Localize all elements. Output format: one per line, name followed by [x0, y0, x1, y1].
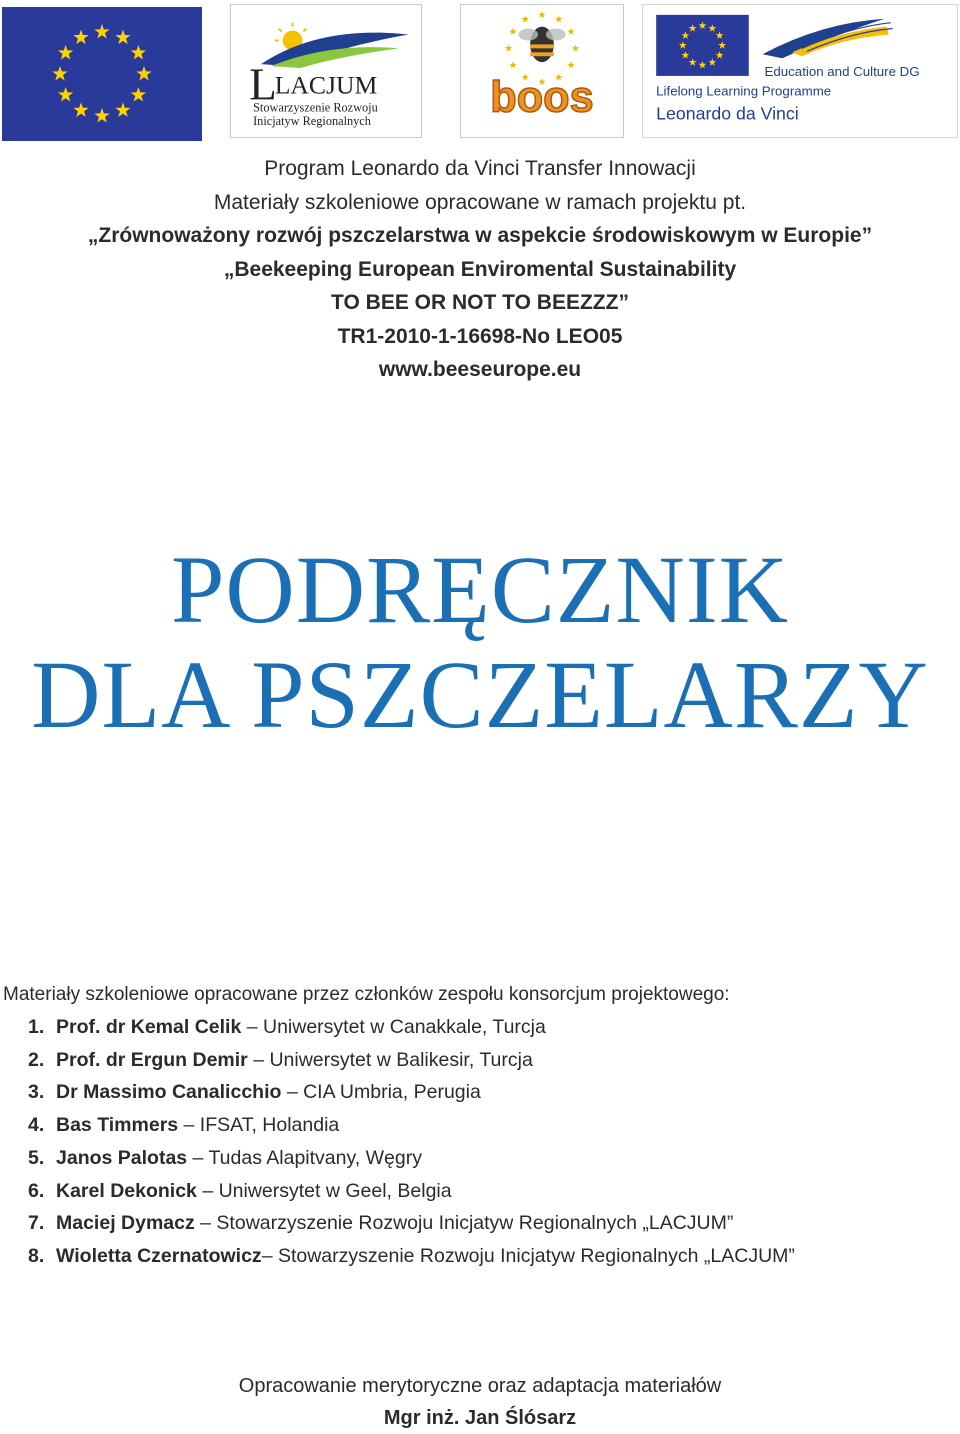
header-program: Program Leonardo da Vinci Transfer Innowacji [264, 157, 696, 180]
list-item: 7. Maciej Dymacz – Stowarzyszenie Rozwoju Inicjatyw Regionalnych „LACJUM” [28, 1212, 734, 1235]
eu-flag-logo [2, 7, 202, 141]
list-item: 4. Bas Timmers – IFSAT, Holandia [28, 1114, 340, 1137]
members-intro: Materiały szkoleniowe opracowane przez członków zespołu konsorcjum projektowego: [3, 984, 730, 1005]
member-name: Dr Massimo Canalicchio [56, 1081, 282, 1104]
lacjum-logo [230, 4, 422, 138]
list-item: 8. Wioletta Czernatowicz– Stowarzyszenie Rozwoju Inicjatyw Regionalnych „LACJUM” [28, 1244, 795, 1267]
lacjum-name: LACJUM [274, 70, 378, 100]
footer-note: Opracowanie merytoryczne oraz adaptacja materiałów [238, 1375, 722, 1397]
star-icon [538, 11, 545, 18]
star-icon [509, 61, 516, 68]
member-affiliation: – IFSAT, Holandia [178, 1114, 340, 1137]
list-item: 3. Dr Massimo Canalicchio – CIA Umbria, Perugia [28, 1081, 481, 1104]
list-item: 5. Janos Palotas – Tudas Alapitvany, Węgry [28, 1146, 422, 1169]
consortium-members [3, 979, 953, 1273]
leonardo-logo-mark [643, 5, 957, 137]
footer [0, 1370, 960, 1434]
star-icon [567, 61, 574, 68]
leonardo-line-3: Leonardo da Vinci [656, 103, 799, 124]
header-website-link[interactable]: www.beeseurope.eu [378, 358, 582, 381]
star-icon [509, 28, 516, 35]
member-name: Wioletta Czernatowicz [56, 1244, 262, 1267]
member-name: Prof. dr Ergun Demir [56, 1048, 248, 1071]
boos-name: boos [490, 73, 594, 122]
member-affiliation: – Uniwersytet w Geel, Belgia [196, 1179, 452, 1202]
svg-text:L: L [249, 59, 277, 110]
star-icon [522, 15, 529, 22]
member-affiliation: – CIA Umbria, Perugia [281, 1081, 481, 1104]
footer-author: Mgr inż. Jan Ślósarz [383, 1407, 577, 1429]
main-title-line-2: DLA PSZCZELARZY [31, 641, 929, 748]
member-name: Maciej Dymacz [56, 1212, 195, 1235]
members-list [3, 1011, 953, 1273]
lacjum-logo-mark [231, 5, 421, 137]
header-materials: Materiały szkoleniowe opracowane w ramach projektu pt. [213, 190, 747, 214]
member-affiliation: – Tudas Alapitvany, Węgry [187, 1146, 422, 1169]
member-affiliation: – Uniwersytet w Canakkale, Turcja [241, 1016, 546, 1038]
star-icon [567, 28, 574, 35]
member-name: Karel Dekonick [56, 1179, 197, 1202]
boos-logo [460, 4, 624, 138]
header-project-title-en: „Beekeeping European Enviromental Sustainability [223, 257, 737, 281]
lacjum-subtitle-1: Stowarzyszenie Rozwoju [253, 100, 378, 115]
member-affiliation: – Uniwersytet w Balikesir, Turcja [247, 1048, 533, 1071]
star-icon [572, 44, 579, 51]
leonardo-logo [642, 4, 958, 138]
list-item: 6. Karel Dekonick – Uniwersytet w Geel, Belgia [28, 1179, 452, 1202]
member-affiliation: – Stowarzyszenie Rozwoju Inicjatyw Regionalnych „LACJUM” [261, 1244, 795, 1267]
header-slogan: TO BEE OR NOT TO BEEZZZ” [331, 291, 629, 314]
project-header [0, 152, 960, 387]
star-icon [505, 44, 512, 51]
member-name: Prof. dr Kemal Celik [56, 1016, 242, 1038]
header-project-title-pl: „Zrównoważony rozwój pszczelarstwa w aspekcie środowiskowym w Europie” [87, 224, 873, 247]
member-name: Janos Palotas [56, 1146, 188, 1169]
list-item: 2. Prof. dr Ergun Demir – Uniwersytet w Balikesir, Turcja [28, 1048, 533, 1071]
header-project-number: TR1-2010-1-16698-No LEO05 [337, 324, 623, 348]
lacjum-subtitle-2: Inicjatyw Regionalnych [253, 114, 371, 129]
main-title-line-1: PODRĘCZNIK [170, 536, 789, 643]
member-name: Bas Timmers [56, 1114, 179, 1137]
bee-icon [461, 5, 623, 137]
star-icon [555, 15, 562, 22]
list-item: 1. Prof. dr Kemal Celik – Uniwersytet w Canakkale, Turcja [28, 1016, 546, 1038]
leonardo-line-1: Education and Culture DG [764, 63, 920, 79]
logo-row [0, 4, 960, 140]
member-affiliation: – Stowarzyszenie Rozwoju Inicjatyw Regionalnych „LACJUM” [194, 1212, 734, 1235]
leonardo-line-2: Lifelong Learning Programme [656, 83, 832, 99]
eu-stars-icon [2, 7, 202, 141]
